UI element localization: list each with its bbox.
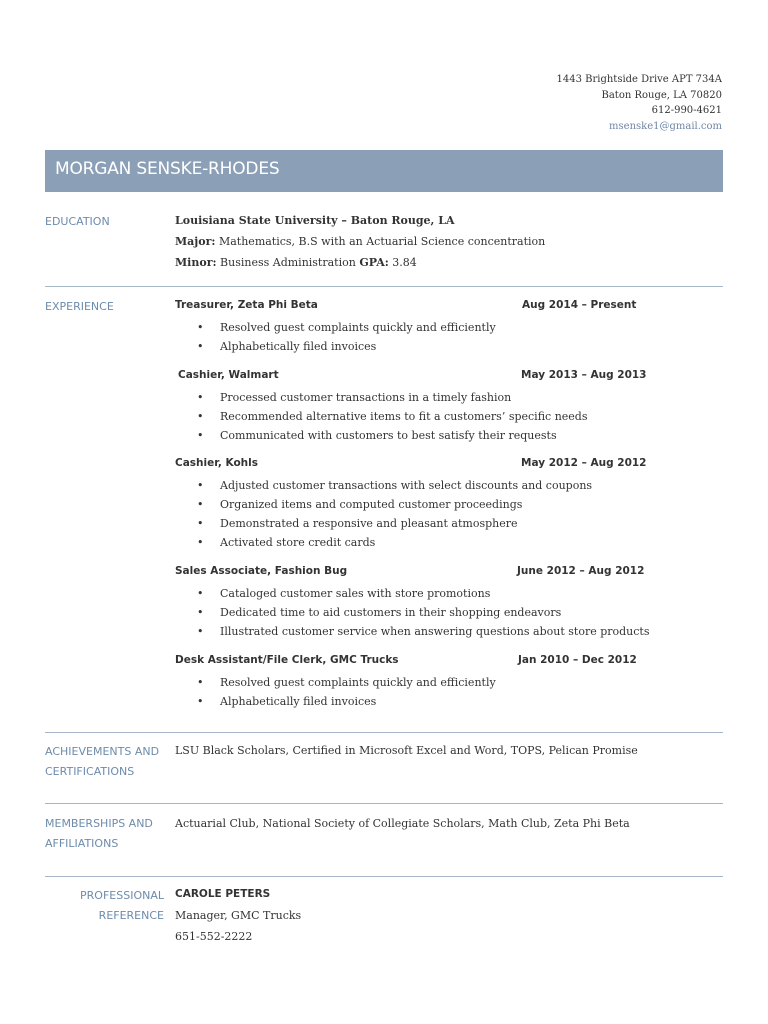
- job-bullets: [194, 476, 592, 552]
- section-divider: [45, 286, 723, 287]
- achievements-heading: [45, 742, 159, 782]
- contact-block: [557, 72, 723, 134]
- list-item: • Processed customer transactions in a timely fashion: [194, 388, 588, 407]
- list-item: • Adjusted customer transactions with select discounts and coupons: [194, 476, 592, 495]
- minor-value: Business Administration: [216, 256, 360, 269]
- memberships-heading: [45, 814, 153, 854]
- job-bullets: [194, 318, 496, 356]
- major-value: Mathematics, B.S with an Actuarial Science concentration: [215, 235, 546, 248]
- job-title: Treasurer, Zeta Phi Beta: [175, 299, 318, 311]
- memberships-text: Actuarial Club, National Society of Collegiate Scholars, Math Club, Zeta Phi Beta: [175, 817, 630, 830]
- job-dates: May 2013 – Aug 2013: [521, 369, 647, 381]
- heading-line: CERTIFICATIONS: [45, 765, 135, 778]
- experience-heading: EXPERIENCE: [45, 300, 114, 313]
- address-line-1: 1443 Brightside Drive APT 734A: [556, 74, 722, 85]
- achievements-text: LSU Black Scholars, Certified in Microsoft Excel and Word, TOPS, Pelican Promise: [175, 744, 638, 757]
- candidate-name: MORGAN SENSKE-RHODES: [55, 159, 280, 179]
- list-item: • Recommended alternative items to fit a customers’ specific needs: [194, 407, 588, 426]
- gpa-value: 3.84: [388, 256, 417, 269]
- heading-line: ACHIEVEMENTS AND: [45, 745, 160, 758]
- list-item: • Organized items and computed customer proceedings: [194, 495, 592, 514]
- section-divider: [45, 876, 723, 877]
- list-item: • Resolved guest complaints quickly and efficiently: [194, 318, 496, 337]
- list-item: • Alphabetically filed invoices: [194, 692, 496, 711]
- heading-line: MEMBERSHIPS AND: [45, 817, 153, 830]
- education-minor: [175, 256, 417, 269]
- job-dates: Aug 2014 – Present: [522, 299, 637, 311]
- job-dates: Jan 2010 – Dec 2012: [518, 654, 637, 666]
- list-item: • Dedicated time to aid customers in their shopping endeavors: [194, 603, 649, 622]
- job-title: Sales Associate, Fashion Bug: [175, 565, 348, 577]
- address-line-2: Baton Rouge, LA 70820: [601, 89, 722, 101]
- job-title: Cashier, Kohls: [175, 457, 259, 469]
- phone-number: 612-990-4621: [651, 105, 722, 116]
- job-bullets: [194, 673, 496, 711]
- reference-title: Manager, GMC Trucks: [175, 909, 302, 922]
- job-dates: May 2012 – Aug 2012: [521, 457, 647, 469]
- job-title: Desk Assistant/File Clerk, GMC Trucks: [175, 654, 399, 666]
- heading-line: AFFILIATIONS: [45, 837, 119, 850]
- name-banner: [45, 150, 723, 192]
- list-item: • Activated store credit cards: [194, 533, 592, 552]
- heading-line: PROFESSIONAL: [80, 889, 164, 902]
- heading-line: REFERENCE: [98, 909, 164, 922]
- major-label: Major:: [175, 235, 216, 248]
- email-link[interactable]: msenske1@gmail.com: [609, 120, 722, 132]
- education-heading: EDUCATION: [45, 215, 110, 228]
- section-divider: [45, 732, 723, 733]
- list-item: • Resolved guest complaints quickly and efficiently: [194, 673, 496, 692]
- list-item: • Illustrated customer service when answering questions about store products: [194, 622, 649, 641]
- job-title: Cashier, Walmart: [178, 369, 279, 381]
- list-item: • Communicated with customers to best satisfy their requests: [194, 426, 588, 445]
- job-bullets: [194, 388, 588, 445]
- list-item: • Demonstrated a responsive and pleasant atmosphere: [194, 514, 592, 533]
- minor-label: Minor:: [175, 256, 217, 269]
- list-item: • Alphabetically filed invoices: [194, 337, 496, 356]
- gpa-label: GPA:: [359, 256, 389, 269]
- job-dates: June 2012 – Aug 2012: [517, 565, 645, 577]
- job-bullets: [194, 584, 649, 641]
- education-major: [175, 235, 545, 248]
- section-divider: [45, 803, 723, 804]
- reference-name: CAROLE PETERS: [175, 888, 271, 900]
- education-school: Louisiana State University – Baton Rouge, LA: [175, 214, 455, 227]
- reference-heading: [80, 886, 164, 926]
- reference-phone: 651-552-2222: [175, 930, 253, 943]
- list-item: • Cataloged customer sales with store promotions: [194, 584, 649, 603]
